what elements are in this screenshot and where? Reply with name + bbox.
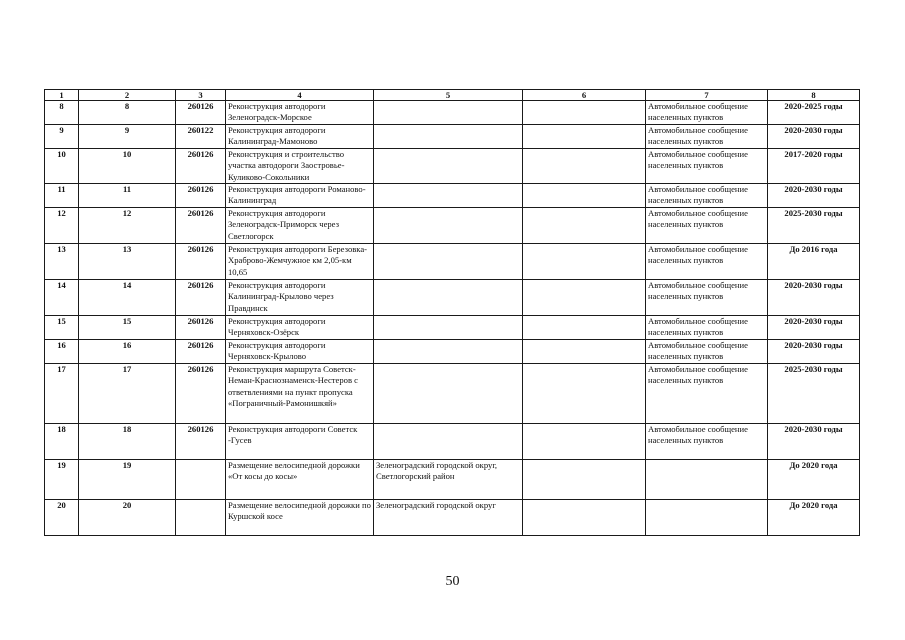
column-6-cell (523, 364, 646, 424)
table-row (45, 424, 860, 460)
period-cell: До 2020 года (768, 500, 860, 536)
code-cell: 260122 (176, 125, 226, 149)
purpose-cell (646, 500, 768, 536)
code-cell: 260126 (176, 149, 226, 184)
row-number-cell: 8 (45, 101, 79, 125)
period-cell: 2020-2030 годы (768, 184, 860, 208)
column-6-cell (523, 149, 646, 184)
header-cell-1: 1 (45, 90, 79, 101)
item-number-cell: 12 (79, 208, 176, 244)
column-6-cell (523, 280, 646, 316)
description-cell: Реконструкция автодороги Зеленоградск-Приморск через Светлогорск (226, 208, 374, 244)
purpose-cell (646, 460, 768, 500)
purpose-cell: Автомобильное сообщение населенных пунктов (646, 364, 768, 424)
purpose-cell: Автомобильное сообщение населенных пунктов (646, 208, 768, 244)
code-cell: 260126 (176, 208, 226, 244)
row-number-cell: 17 (45, 364, 79, 424)
description-cell: Реконструкция автодороги Черняховск-Крылово (226, 340, 374, 364)
location-cell (374, 184, 523, 208)
row-number-cell: 9 (45, 125, 79, 149)
table-row (45, 101, 860, 125)
purpose-cell: Автомобильное сообщение населенных пунктов (646, 280, 768, 316)
item-number-cell: 20 (79, 500, 176, 536)
purpose-cell: Автомобильное сообщение населенных пунктов (646, 316, 768, 340)
location-cell (374, 208, 523, 244)
row-number-cell: 19 (45, 460, 79, 500)
purpose-cell: Автомобильное сообщение населенных пунктов (646, 424, 768, 460)
column-6-cell (523, 125, 646, 149)
period-cell: 2025-2030 годы (768, 364, 860, 424)
location-cell (374, 424, 523, 460)
table-row (45, 364, 860, 424)
code-cell: 260126 (176, 424, 226, 460)
period-cell: 2017-2020 годы (768, 149, 860, 184)
document-table (44, 89, 860, 536)
item-number-cell: 16 (79, 340, 176, 364)
column-6-cell (523, 184, 646, 208)
item-number-cell: 19 (79, 460, 176, 500)
description-cell: Реконструкция автодороги Калининград-Крылово через Правдинск (226, 280, 374, 316)
row-number-cell: 11 (45, 184, 79, 208)
header-cell-8: 8 (768, 90, 860, 101)
code-cell (176, 500, 226, 536)
location-cell: Зеленоградский городской округ, Светлогорский район (374, 460, 523, 500)
code-cell: 260126 (176, 340, 226, 364)
header-cell-7: 7 (646, 90, 768, 101)
code-cell: 260126 (176, 184, 226, 208)
item-number-cell: 15 (79, 316, 176, 340)
table-row (45, 460, 860, 500)
header-cell-6: 6 (523, 90, 646, 101)
table-row (45, 280, 860, 316)
location-cell (374, 125, 523, 149)
description-cell: Размещение велосипедной дорожки «От косы до косы» (226, 460, 374, 500)
table-row (45, 500, 860, 536)
item-number-cell: 9 (79, 125, 176, 149)
table-row (45, 184, 860, 208)
row-number-cell: 10 (45, 149, 79, 184)
description-cell: Размещение велосипедной дорожки по Куршской косе (226, 500, 374, 536)
description-cell: Реконструкция автодороги Советск -Гусев (226, 424, 374, 460)
table-row (45, 244, 860, 280)
row-number-cell: 14 (45, 280, 79, 316)
purpose-cell: Автомобильное сообщение населенных пунктов (646, 244, 768, 280)
table-row (45, 340, 860, 364)
column-6-cell (523, 340, 646, 364)
row-number-cell: 13 (45, 244, 79, 280)
code-cell: 260126 (176, 316, 226, 340)
period-cell: 2020-2030 годы (768, 280, 860, 316)
code-cell (176, 460, 226, 500)
period-cell: 2020-2030 годы (768, 316, 860, 340)
item-number-cell: 18 (79, 424, 176, 460)
item-number-cell: 10 (79, 149, 176, 184)
location-cell (374, 101, 523, 125)
item-number-cell: 11 (79, 184, 176, 208)
period-cell: 2020-2030 годы (768, 125, 860, 149)
location-cell (374, 149, 523, 184)
column-6-cell (523, 500, 646, 536)
code-cell: 260126 (176, 244, 226, 280)
purpose-cell: Автомобильное сообщение населенных пунктов (646, 125, 768, 149)
location-cell (374, 364, 523, 424)
table-row (45, 208, 860, 244)
table-row (45, 316, 860, 340)
period-cell: 2020-2030 годы (768, 424, 860, 460)
purpose-cell: Автомобильное сообщение населенных пунктов (646, 340, 768, 364)
location-cell (374, 244, 523, 280)
code-cell: 260126 (176, 280, 226, 316)
code-cell: 260126 (176, 101, 226, 125)
table-body (45, 90, 860, 536)
row-number-cell: 16 (45, 340, 79, 364)
column-6-cell (523, 244, 646, 280)
item-number-cell: 17 (79, 364, 176, 424)
purpose-cell: Автомобильное сообщение населенных пунктов (646, 149, 768, 184)
location-cell (374, 316, 523, 340)
column-6-cell (523, 424, 646, 460)
header-cell-3: 3 (176, 90, 226, 101)
table-header-row (45, 90, 860, 101)
column-6-cell (523, 208, 646, 244)
header-cell-4: 4 (226, 90, 374, 101)
location-cell: Зеленоградский городской округ (374, 500, 523, 536)
description-cell: Реконструкция автодороги Романово-Калининград (226, 184, 374, 208)
period-cell: 2025-2030 годы (768, 208, 860, 244)
period-cell: 2020-2030 годы (768, 340, 860, 364)
purpose-cell: Автомобильное сообщение населенных пунктов (646, 184, 768, 208)
location-cell (374, 340, 523, 364)
table-row (45, 149, 860, 184)
page-number: 50 (445, 574, 460, 589)
column-6-cell (523, 316, 646, 340)
description-cell: Реконструкция автодороги Калининград-Мамоново (226, 125, 374, 149)
code-cell: 260126 (176, 364, 226, 424)
description-cell: Реконструкция автодороги Березовка-Храброво-Жемчужное км 2,05-км 10,65 (226, 244, 374, 280)
description-cell: Реконструкция и строительство участка автодороги Заостровье-Куликово-Сокольники (226, 149, 374, 184)
period-cell: 2020-2025 годы (768, 101, 860, 125)
item-number-cell: 8 (79, 101, 176, 125)
description-cell: Реконструкция маршрута Советск-Неман-Краснознаменск-Нестеров с ответвлениями на пункт пропуска «Пограничный-Рамонишкяй» (226, 364, 374, 424)
column-6-cell (523, 460, 646, 500)
description-cell: Реконструкция автодороги Зеленоградск-Морское (226, 101, 374, 125)
item-number-cell: 14 (79, 280, 176, 316)
period-cell: До 2020 года (768, 460, 860, 500)
period-cell: До 2016 года (768, 244, 860, 280)
row-number-cell: 18 (45, 424, 79, 460)
header-cell-2: 2 (79, 90, 176, 101)
row-number-cell: 20 (45, 500, 79, 536)
header-cell-5: 5 (374, 90, 523, 101)
row-number-cell: 12 (45, 208, 79, 244)
table-row (45, 125, 860, 149)
row-number-cell: 15 (45, 316, 79, 340)
description-cell: Реконструкция автодороги Черняховск-Озёрск (226, 316, 374, 340)
item-number-cell: 13 (79, 244, 176, 280)
column-6-cell (523, 101, 646, 125)
location-cell (374, 280, 523, 316)
purpose-cell: Автомобильное сообщение населенных пунктов (646, 101, 768, 125)
